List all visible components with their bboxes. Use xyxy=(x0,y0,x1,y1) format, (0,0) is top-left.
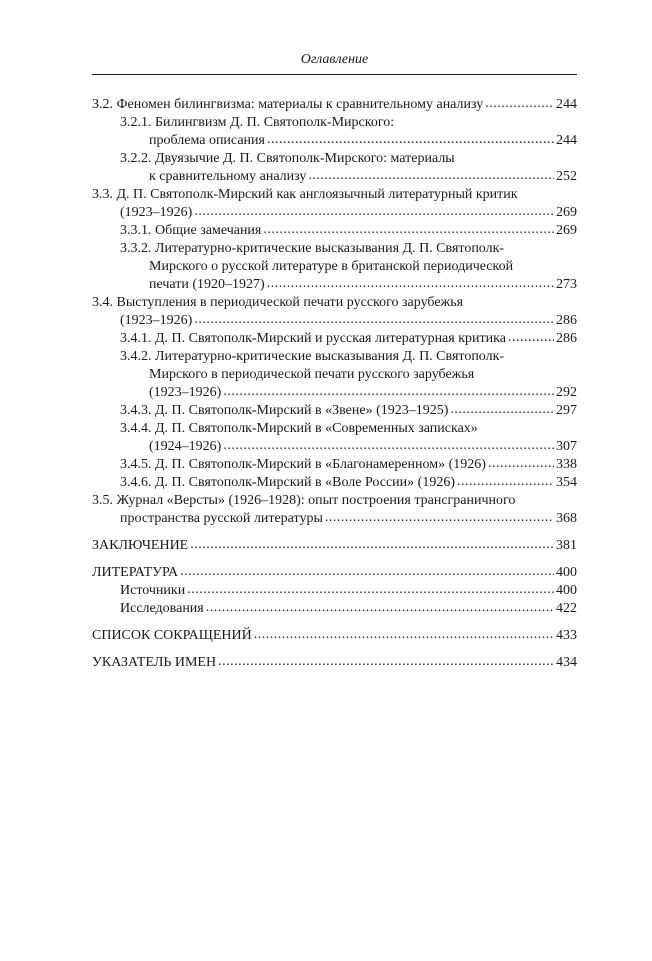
toc-entry-page-number: 252 xyxy=(556,169,577,184)
toc-entry-title: (1923–1926) xyxy=(120,205,193,220)
dot-leader xyxy=(263,221,554,239)
toc-entry xyxy=(92,222,577,240)
toc-entry-title: (1923–1926) xyxy=(149,385,222,400)
dot-leader xyxy=(457,473,554,491)
dot-leader xyxy=(223,383,554,401)
toc-entry-title: Мирского о русской литературе в британской периодической xyxy=(149,259,514,274)
toc-entry xyxy=(92,348,577,366)
toc-entry-page-number: 338 xyxy=(556,457,577,472)
dot-leader xyxy=(254,626,554,644)
toc-entry xyxy=(92,240,577,258)
toc-entry-title: УКАЗАТЕЛЬ ИМЕН xyxy=(92,655,217,670)
toc-entry xyxy=(92,582,577,600)
toc-entry xyxy=(92,384,577,402)
toc-entry-title: проблема описания xyxy=(149,133,265,148)
dot-leader xyxy=(267,275,554,293)
toc-entry xyxy=(92,168,577,186)
toc-entry-page-number: 269 xyxy=(556,223,577,238)
toc-entry-title: печати (1920–1927) xyxy=(149,277,265,292)
toc-entry-title: 3.2.1. Билингвизм Д. П. Святополк-Мирского: xyxy=(120,115,395,130)
toc-entry-title: 3.5. Журнал «Версты» (1926–1928): опыт построения трансграничного xyxy=(92,493,516,508)
toc-entry-page-number: 400 xyxy=(556,583,577,598)
toc-entry-title: к сравнительному анализу xyxy=(149,169,307,184)
toc-entry-title: 3.4.6. Д. П. Святополк-Мирский в «Воле России» (1926) xyxy=(120,475,455,490)
toc-entry xyxy=(92,366,577,384)
toc-entry-page-number: 269 xyxy=(556,205,577,220)
toc-entry-page-number: 381 xyxy=(556,538,577,553)
toc-entry-page-number: 297 xyxy=(556,403,577,418)
toc-entry xyxy=(92,510,577,528)
toc-entry-page-number: 244 xyxy=(556,133,577,148)
dot-leader xyxy=(223,437,554,455)
dot-leader xyxy=(190,536,554,554)
toc-entry xyxy=(92,537,577,555)
toc-entry-title: Источники xyxy=(120,583,186,598)
toc-entry xyxy=(92,132,577,150)
running-header: Оглавление xyxy=(300,52,369,67)
toc-entry-title: 3.4.5. Д. П. Святополк-Мирский в «Благонамеренном» (1926) xyxy=(120,457,486,472)
toc-entry-title: (1924–1926) xyxy=(149,439,222,454)
toc-entry-title: СПИСОК СОКРАЩЕНИЙ xyxy=(92,628,252,643)
toc-entry-title: 3.4.3. Д. П. Святополк-Мирский в «Звене» (1923–1925) xyxy=(120,403,449,418)
toc-entry-title: (1923–1926) xyxy=(120,313,193,328)
toc-entry-title: 3.3.1. Общие замечания xyxy=(120,223,262,238)
toc-entry xyxy=(92,186,577,204)
toc-entry-page-number: 286 xyxy=(556,331,577,346)
toc-entry xyxy=(92,204,577,222)
dot-leader xyxy=(194,311,554,329)
toc-entry-page-number: 422 xyxy=(556,601,577,616)
toc-entry-page-number: 292 xyxy=(556,385,577,400)
toc-entry xyxy=(92,627,577,645)
toc-entry xyxy=(92,330,577,348)
toc-entry-title: пространства русской литературы xyxy=(120,511,323,526)
toc-entry xyxy=(92,276,577,294)
toc-entry-title: 3.2.2. Двуязычие Д. П. Святополк-Мирского: материалы xyxy=(120,151,455,166)
dot-leader xyxy=(180,563,554,581)
header-rule xyxy=(92,74,577,75)
toc-entry xyxy=(92,600,577,618)
toc-entry-title: 3.4. Выступления в периодической печати русского зарубежья xyxy=(92,295,464,310)
toc-entry-title: 3.2. Феномен билингвизма: материалы к сравнительному анализу xyxy=(92,97,484,112)
table-of-contents xyxy=(92,96,577,672)
toc-entry-title: 3.4.4. Д. П. Святополк-Мирский в «Современных записках» xyxy=(120,421,478,436)
dot-leader xyxy=(308,167,554,185)
toc-entry xyxy=(92,258,577,276)
toc-entry xyxy=(92,402,577,420)
toc-entry-title: 3.3.2. Литературно-критические высказывания Д. П. Святополк- xyxy=(120,241,505,256)
dot-leader xyxy=(206,599,554,617)
toc-entry xyxy=(92,438,577,456)
toc-entry-page-number: 433 xyxy=(556,628,577,643)
toc-entry-title: Мирского в периодической печати русского зарубежья xyxy=(149,367,475,382)
toc-entry xyxy=(92,96,577,114)
dot-leader xyxy=(187,581,554,599)
toc-entry xyxy=(92,492,577,510)
toc-entry-page-number: 434 xyxy=(556,655,577,670)
toc-entry-page-number: 368 xyxy=(556,511,577,526)
toc-entry xyxy=(92,474,577,492)
toc-entry xyxy=(92,294,577,312)
dot-leader xyxy=(450,401,554,419)
dot-leader xyxy=(325,509,554,527)
dot-leader xyxy=(485,95,554,113)
dot-leader xyxy=(218,653,554,671)
toc-entry xyxy=(92,312,577,330)
toc-entry xyxy=(92,150,577,168)
dot-leader xyxy=(194,203,554,221)
toc-entry-page-number: 286 xyxy=(556,313,577,328)
toc-entry xyxy=(92,420,577,438)
toc-entry xyxy=(92,564,577,582)
dot-leader xyxy=(488,455,554,473)
toc-entry-page-number: 400 xyxy=(556,565,577,580)
dot-leader xyxy=(508,329,554,347)
toc-entry-title: 3.4.1. Д. П. Святополк-Мирский и русская литературная критика xyxy=(120,331,506,346)
toc-entry-title: ЗАКЛЮЧЕНИЕ xyxy=(92,538,189,553)
toc-entry-page-number: 244 xyxy=(556,97,577,112)
toc-entry-page-number: 307 xyxy=(556,439,577,454)
toc-entry-title: ЛИТЕРАТУРА xyxy=(92,565,179,580)
toc-entry-title: 3.4.2. Литературно-критические высказывания Д. П. Святополк- xyxy=(120,349,505,364)
toc-entry xyxy=(92,456,577,474)
toc-entry xyxy=(92,114,577,132)
toc-entry-page-number: 354 xyxy=(556,475,577,490)
toc-entry-title: Исследования xyxy=(120,601,204,616)
toc-entry-title: 3.3. Д. П. Святополк-Мирский как англоязычный литературный критик xyxy=(92,187,518,202)
toc-entry-page-number: 273 xyxy=(556,277,577,292)
dot-leader xyxy=(267,131,554,149)
toc-entry xyxy=(92,654,577,672)
